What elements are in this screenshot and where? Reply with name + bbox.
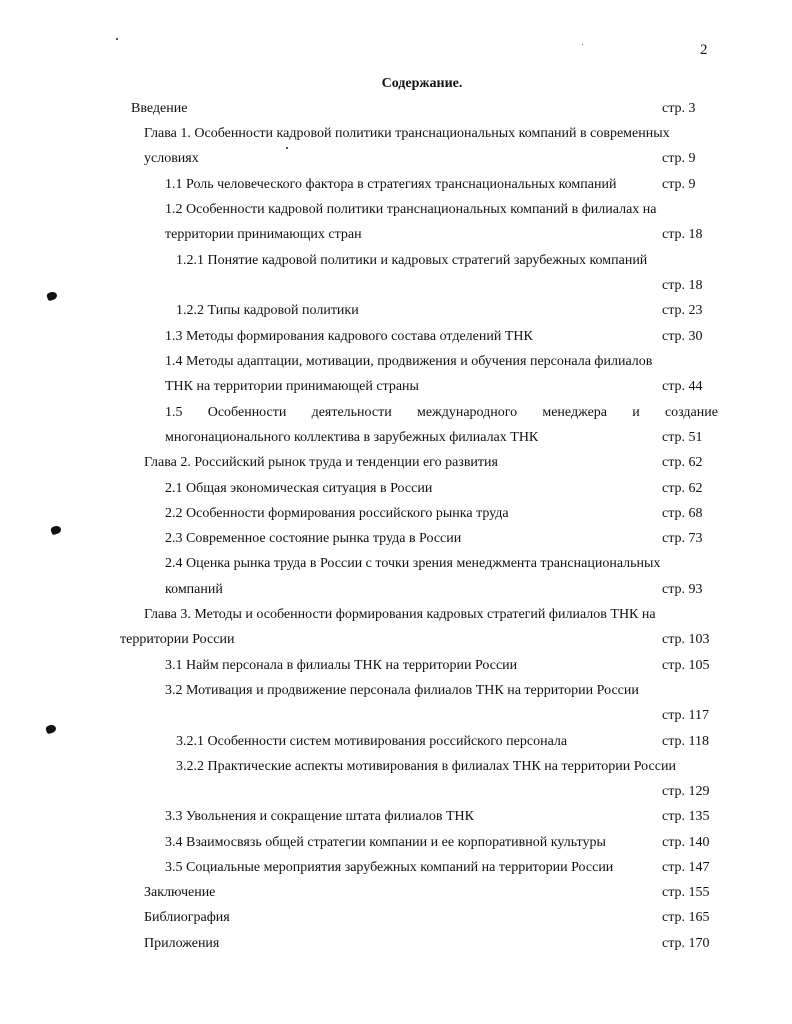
- toc-entry-3-2-1: 3.2.1 Особенности систем мотивирования российского персонала: [176, 734, 568, 749]
- toc-page-1-2-1: стр. 18: [662, 278, 703, 293]
- toc-page-bibliography: стр. 165: [662, 910, 710, 925]
- toc-entry-chapter-2: Глава 2. Российский рынок труда и тенденции его развития: [144, 455, 498, 470]
- toc-page-3-3: стр. 135: [662, 809, 710, 824]
- toc-entry-2-4-cont: компаний: [165, 582, 223, 597]
- toc-entry-3-5: 3.5 Социальные мероприятия зарубежных компаний на территории России: [165, 860, 614, 875]
- toc-entry-1-2: 1.2 Особенности кадровой политики транснациональных компаний в филиалах на: [165, 202, 657, 217]
- scan-speck: [582, 44, 583, 45]
- toc-entry-1-1: 1.1 Роль человеческого фактора в стратегиях транснациональных компаний: [165, 177, 617, 192]
- toc-page-2-1: стр. 62: [662, 481, 703, 496]
- toc-page-3-2-2: стр. 129: [662, 784, 710, 799]
- toc-page-intro: стр. 3: [662, 101, 696, 116]
- toc-entry-appendices: Приложения: [144, 936, 220, 951]
- toc-entry-2-3: 2.3 Современное состояние рынка труда в России: [165, 531, 462, 546]
- scan-speck: [286, 147, 288, 149]
- toc-page-1-5: стр. 51: [662, 430, 703, 445]
- toc-entry-3-1: 3.1 Найм персонала в филиалы ТНК на территории России: [165, 658, 518, 673]
- toc-page-1-2: стр. 18: [662, 227, 703, 242]
- toc-entry-bibliography: Библиография: [144, 910, 230, 925]
- toc-page-conclusion: стр. 155: [662, 885, 710, 900]
- toc-entry-chapter-3-cont: территории России: [120, 632, 235, 647]
- toc-entry-3-2: 3.2 Мотивация и продвижение персонала филиалов ТНК на территории России: [165, 683, 639, 698]
- toc-entry-1-2-1: 1.2.1 Понятие кадровой политики и кадровых стратегий зарубежных компаний: [176, 253, 648, 268]
- toc-entry-1-2-cont: территории принимающих стран: [165, 227, 362, 242]
- toc-entry-chapter-1-cont: условиях: [144, 151, 199, 166]
- toc-page-chapter-2: стр. 62: [662, 455, 703, 470]
- page-title: Содержание.: [381, 76, 463, 91]
- toc-page-1-4: стр. 44: [662, 379, 703, 394]
- toc-entry-intro: Введение: [131, 101, 188, 116]
- scan-blot: [46, 291, 58, 302]
- scan-speck: [116, 38, 118, 40]
- toc-page-chapter-3: стр. 103: [662, 632, 710, 647]
- toc-page-2-4: стр. 93: [662, 582, 703, 597]
- toc-page-3-4: стр. 140: [662, 835, 710, 850]
- toc-page-3-2: стр. 117: [662, 708, 709, 723]
- toc-page-1-3: стр. 30: [662, 329, 703, 344]
- toc-entry-1-4-cont: ТНК на территории принимающей страны: [165, 379, 419, 394]
- toc-entry-conclusion: Заключение: [144, 885, 216, 900]
- toc-entry-1-3: 1.3 Методы формирования кадрового состава отделений ТНК: [165, 329, 533, 344]
- toc-entry-1-2-2: 1.2.2 Типы кадровой политики: [176, 303, 359, 318]
- scan-blot: [50, 525, 62, 536]
- toc-page-appendices: стр. 170: [662, 936, 710, 951]
- toc-page-2-2: стр. 68: [662, 506, 703, 521]
- toc-page-1-2-2: стр. 23: [662, 303, 703, 318]
- scan-blot: [45, 724, 57, 735]
- toc-entry-2-2: 2.2 Особенности формирования российского рынка труда: [165, 506, 509, 521]
- toc-page-3-5: стр. 147: [662, 860, 710, 875]
- toc-page-3-1: стр. 105: [662, 658, 710, 673]
- toc-page-chapter-1: стр. 9: [662, 151, 696, 166]
- toc-entry-3-3: 3.3 Увольнения и сокращение штата филиалов ТНК: [165, 809, 474, 824]
- page-number: 2: [700, 42, 708, 58]
- toc-entry-1-5-cont: многонационального коллектива в зарубежных филиалах ТНК: [165, 430, 539, 445]
- toc-entry-3-2-2: 3.2.2 Практические аспекты мотивирования в филиалах ТНК на территории России: [176, 759, 676, 774]
- toc-entry-chapter-3: Глава 3. Методы и особенности формирования кадровых стратегий филиалов ТНК на: [144, 607, 656, 622]
- toc-entry-2-4: 2.4 Оценка рынка труда в России с точки зрения менеджмента транснациональных: [165, 556, 661, 571]
- toc-entry-1-5: 1.5 Особенности деятельности международного менеджера и создание: [165, 405, 718, 420]
- toc-page-3-2-1: стр. 118: [662, 734, 709, 749]
- toc-page-2-3: стр. 73: [662, 531, 703, 546]
- toc-entry-2-1: 2.1 Общая экономическая ситуация в России: [165, 481, 433, 496]
- toc-page-1-1: стр. 9: [662, 177, 696, 192]
- toc-entry-1-4: 1.4 Методы адаптации, мотивации, продвижения и обучения персонала филиалов: [165, 354, 653, 369]
- toc-entry-3-4: 3.4 Взаимосвязь общей стратегии компании и ее корпоративной культуры: [165, 835, 606, 850]
- toc-entry-chapter-1: Глава 1. Особенности кадровой политики транснациональных компаний в современных: [144, 126, 670, 141]
